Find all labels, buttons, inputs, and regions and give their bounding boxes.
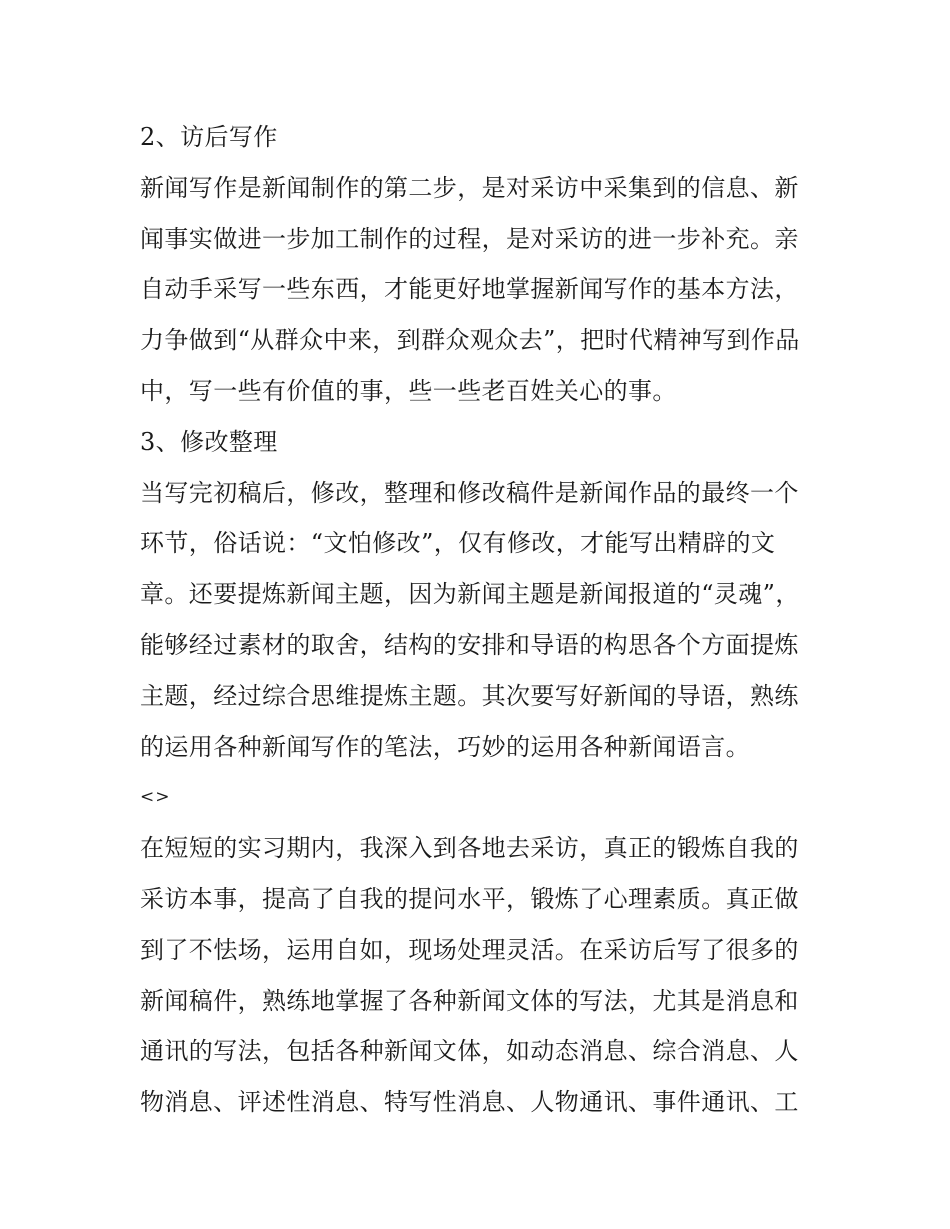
body-text-line: 到了不怯场，运用自如，现场处理灵活。在采访后写了很多的	[140, 935, 799, 964]
body-text-line: 闻事实做进一步加工制作的过程，是对采访的进一步补充。亲	[140, 224, 799, 253]
body-text-line: 在短短的实习期内，我深入到各地去采访，真正的锻炼自我的	[140, 834, 799, 863]
body-text-line: 章。还要提炼新闻主题，因为新闻主题是新闻报道的“灵魂”，	[140, 580, 800, 609]
body-text-line: 能够经过素材的取舍，结构的安排和导语的构思各个方面提炼	[140, 630, 799, 659]
body-text-line: 新闻写作是新闻制作的第二步，是对采访中采集到的信息、新	[140, 173, 799, 202]
body-text-line: 力争做到“从群众中来，到群众观众去”，把时代精神写到作品	[140, 326, 800, 355]
body-text-line: 主题，经过综合思维提炼主题。其次要写好新闻的导语，熟练	[140, 681, 799, 710]
document-page	[140, 112, 820, 1128]
body-text-line: 通讯的写法，包括各种新闻文体，如动态消息、综合消息、人	[140, 1037, 799, 1066]
body-text-line: 新闻稿件，熟练地掌握了各种新闻文体的写法，尤其是消息和	[140, 986, 799, 1015]
section-marker: <>	[140, 787, 171, 808]
body-text-line: 物消息、评述性消息、特写性消息、人物通讯、事件通讯、工	[140, 1088, 799, 1117]
body-text-line: 的运用各种新闻写作的笔法，巧妙的运用各种新闻语言。	[140, 732, 750, 761]
body-text-line: 中，写一些有价值的事，些一些老百姓关心的事。	[140, 376, 677, 405]
body-text-line: 环节，俗话说：“文怕修改”，仅有修改，才能写出精辟的文	[140, 529, 776, 558]
body-text-line: 采访本事，提高了自我的提问水平，锻炼了心理素质。真正做	[140, 884, 799, 913]
body-text-line: 当写完初稿后，修改，整理和修改稿件是新闻作品的最终一个	[140, 478, 799, 507]
section-heading-writing: 2、访后写作	[140, 123, 278, 151]
section-heading-revision: 3、修改整理	[140, 427, 278, 456]
body-text-line: 自动手采写一些东西，才能更好地掌握新闻写作的基本方法，	[140, 275, 799, 304]
